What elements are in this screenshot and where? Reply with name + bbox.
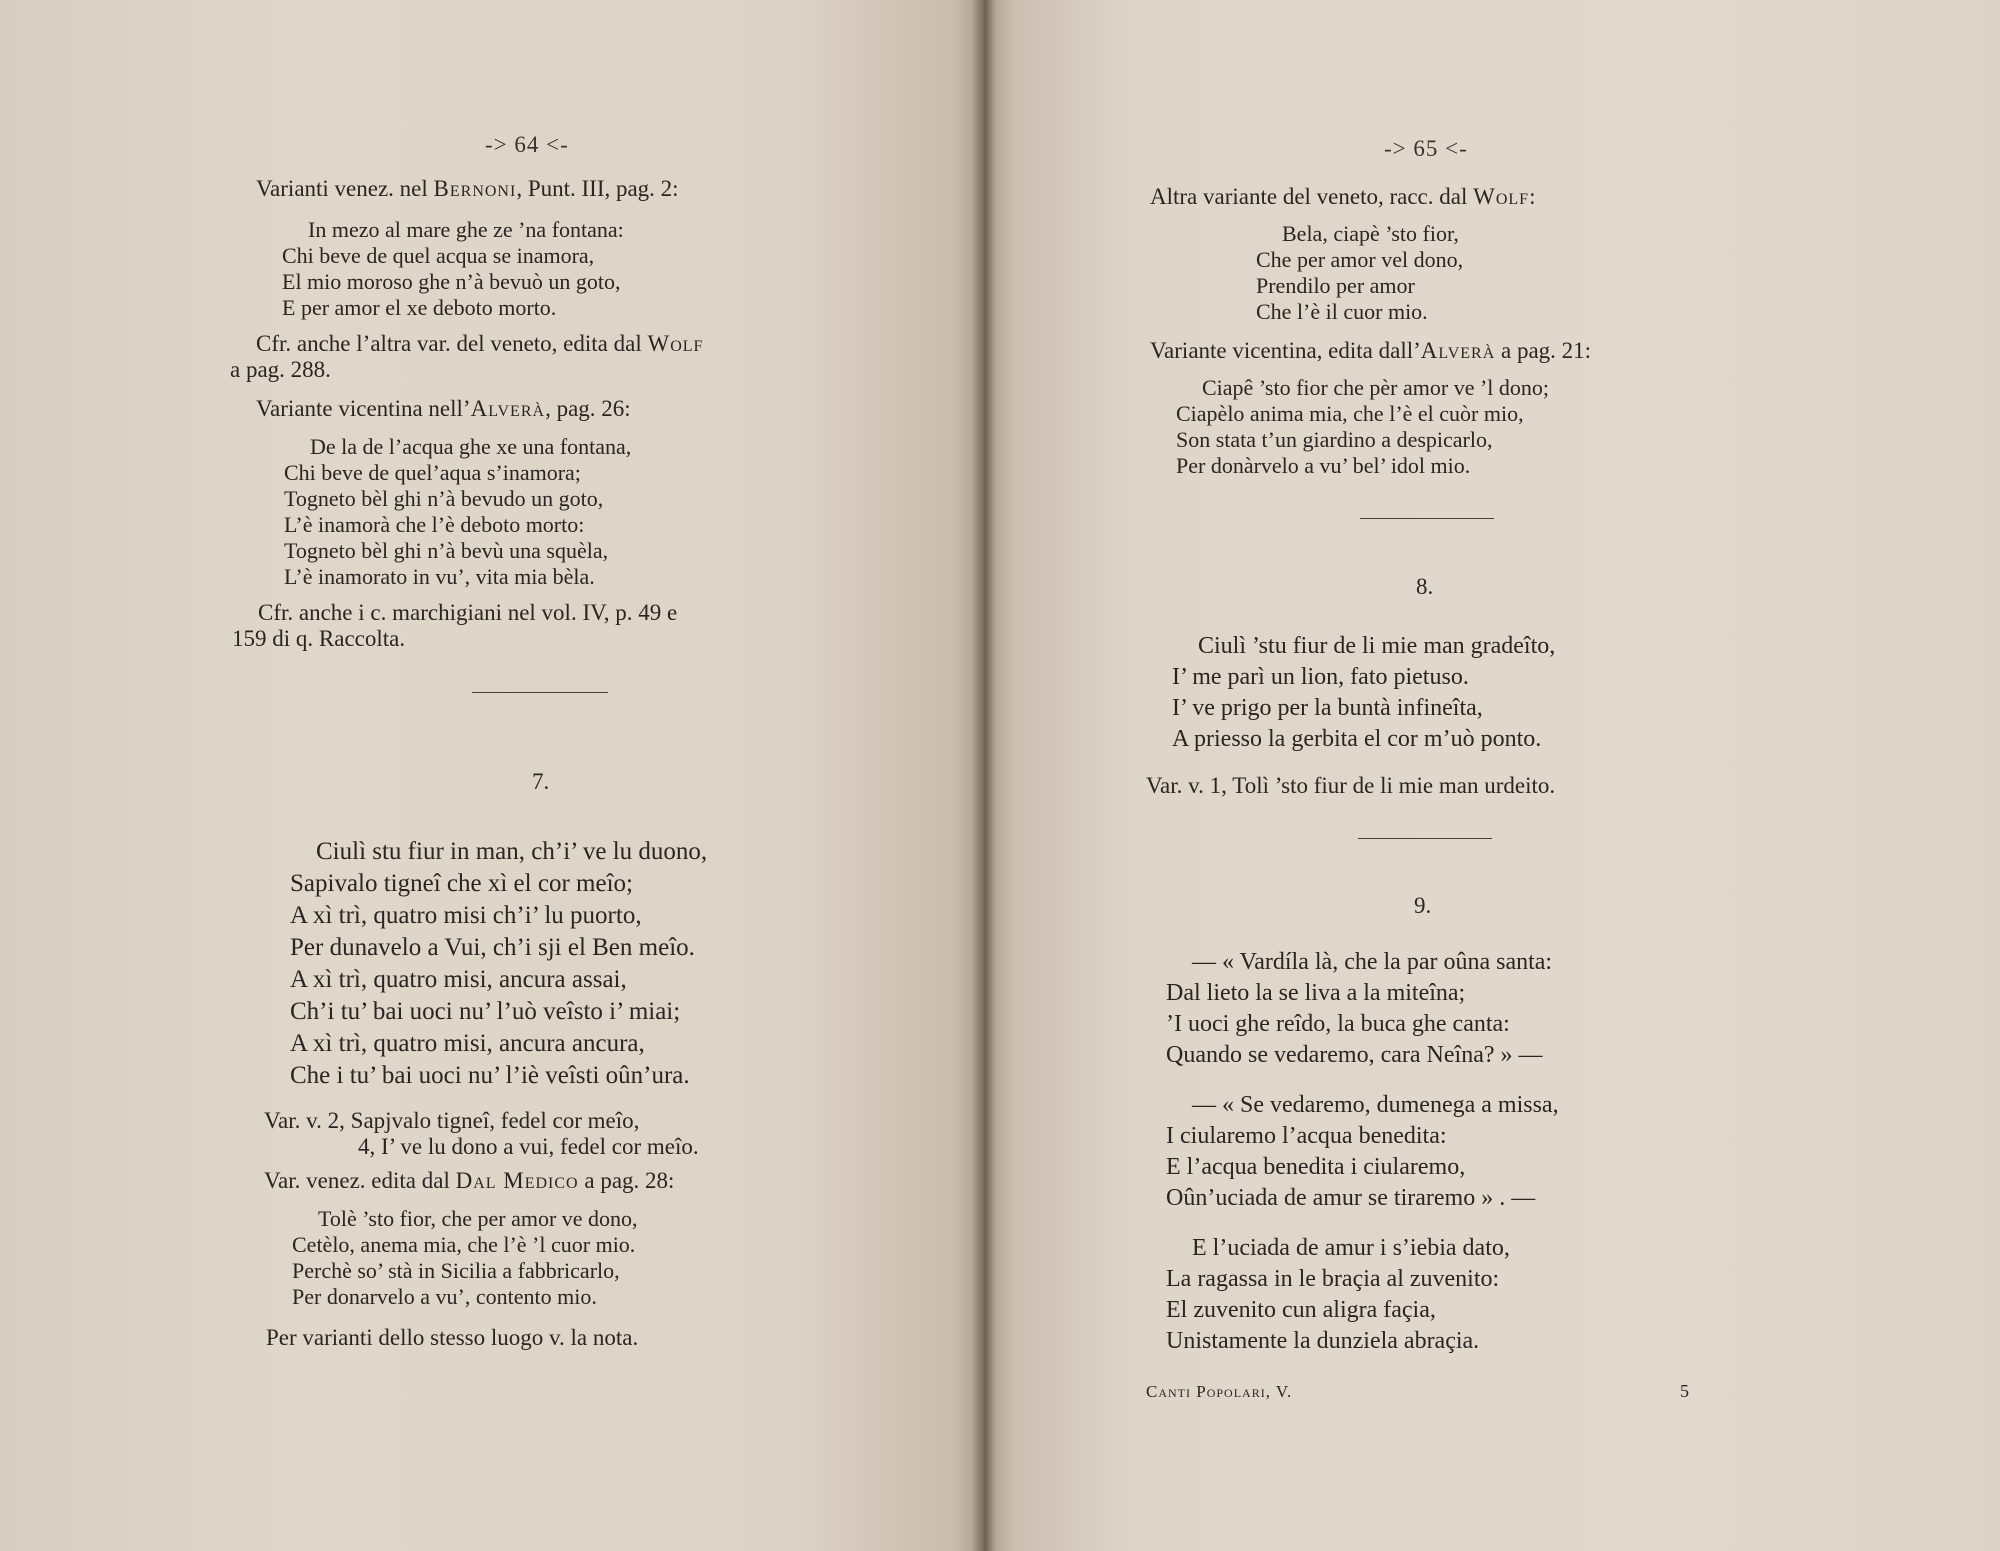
section-divider (1358, 838, 1492, 839)
intro-dal-medico: Var. venez. edita dal Dal Medico a pag. 28: (264, 1168, 675, 1193)
left-page (0, 0, 984, 1551)
right-page (984, 0, 2000, 1551)
poem-verse-block: Ciulì ’stu fiur de li mie man gradeîto, I’ me parì un lion, fato pietuso. I’ ve prigo per la buntà infineîta, A priesso la gerbita el cor m’uò ponto. (1172, 633, 1556, 752)
intro-bernoni: Varianti venez. nel Bernoni, Punt. III, pag. 2: (256, 176, 679, 201)
intro-wolf: Altra variante del veneto, racc. dal Wolf: (1150, 184, 1536, 209)
poem-verse-block: — « Vardíla là, che la par oûna santa: Dal lieto la se liva a la miteîna; ’I uoci ghe reîdo, la buca ghe canta: Quando se vedaremo, cara Neîna? » — (1166, 949, 1553, 1068)
section-number: 8. (1416, 574, 1434, 599)
poem-verse-block: E l’uciada de amur i s’iebia dato, La ragassa in le braçia al zuvenito: El zuvenito cun aligra façia, Unistamente la dunziela abraçia. (1166, 1235, 1510, 1354)
footer-signature-number: 5 (1680, 1381, 1689, 1401)
intro-alvera: Variante vicentina nell’Alverà, pag. 26: (256, 396, 631, 421)
poem-verse-block: Tolè ’sto fior, che per amor ve dono, Cetèlo, anema mia, che l’è ’l cuor mio. Perchè so’ stà in Sicilia a fabbricarlo, Per donarvelo a vu’, contento mio. (292, 1206, 638, 1309)
page-header-65: -> 65 <- (1384, 136, 1468, 161)
intro-alvera-21: Variante vicentina, edita dall’Alverà a pag. 21: (1150, 338, 1592, 363)
poem-verse-block: Bela, ciapè ’sto fior, Che per amor vel dono, Prendilo per amor Che l’è il cuor mio. (1256, 221, 1464, 324)
page-header-64: -> 64 <- (485, 132, 569, 157)
section-divider (1360, 518, 1494, 519)
poem-verse-block: De la de l’acqua ghe xe una fontana, Chi beve de quel’aqua s’inamora; Togneto bèl ghi n’à bevudo un goto, L’è inamorà che l’è deboto morto: Togneto bèl ghi n’à bevù una squèla, L’è inamorato in vu’, vita mia bèla. (284, 434, 632, 589)
section-divider (472, 692, 608, 693)
cfr-note: Cfr. anche i c. marchigiani nel vol. IV, p. 49 e 159 di q. Raccolta. (232, 600, 678, 651)
closing-note: Per varianti dello stesso luogo v. la nota. (266, 1325, 639, 1350)
variant-note: Var. v. 2, Sapjvalo tigneî, fedel cor meîo, 4, I’ ve lu dono a vui, fedel cor meîo. (264, 1108, 699, 1159)
poem-verse-block: Ciapê ’sto fior che pèr amor ve ’l dono; Ciapèlo anima mia, che l’è el cuòr mio, Son stata t’un giardino a despicarlo, Per donàrvelo a vu’ bel’ idol mio. (1176, 375, 1550, 478)
cfr-note: Cfr. anche l’altra var. del veneto, edita dal Wolf a pag. 288. (230, 331, 704, 382)
poem-verse-block: Ciulì stu fiur in man, ch’i’ ve lu duono, Sapivalo tigneî che xì el cor meîo; A xì trì, quatro misi ch’i’ lu puorto, Per dunavelo a Vui, ch’i sji el Ben meîo. A xì trì, quatro misi, ancura assai, Ch’i tu’ bai uoci nu’ l’uò veîsto i’ miai; A xì trì, quatro misi, ancura ancura, Che i tu’ bai uoci nu’ l’iè veîsti oûn’ura. (290, 838, 708, 1089)
section-number: 7. (532, 769, 550, 794)
footer-title: Canti Popolari, V. (1146, 1382, 1293, 1401)
book-gutter (972, 0, 996, 1551)
poem-verse-block: In mezo al mare ghe ze ’na fontana: Chi beve de quel acqua se inamora, El mio moroso ghe n’à bevuò un goto, E per amor el xe deboto morto. (282, 217, 624, 320)
variant-note: Var. v. 1, Tolì ’sto fiur de li mie man urdeito. (1146, 773, 1556, 798)
section-number: 9. (1414, 893, 1432, 918)
poem-verse-block: — « Se vedaremo, dumenega a missa, I ciularemo l’acqua benedita: E l’acqua benedita i ciularemo, Oûn’uciada de amur se tiraremo » . — (1166, 1092, 1559, 1211)
